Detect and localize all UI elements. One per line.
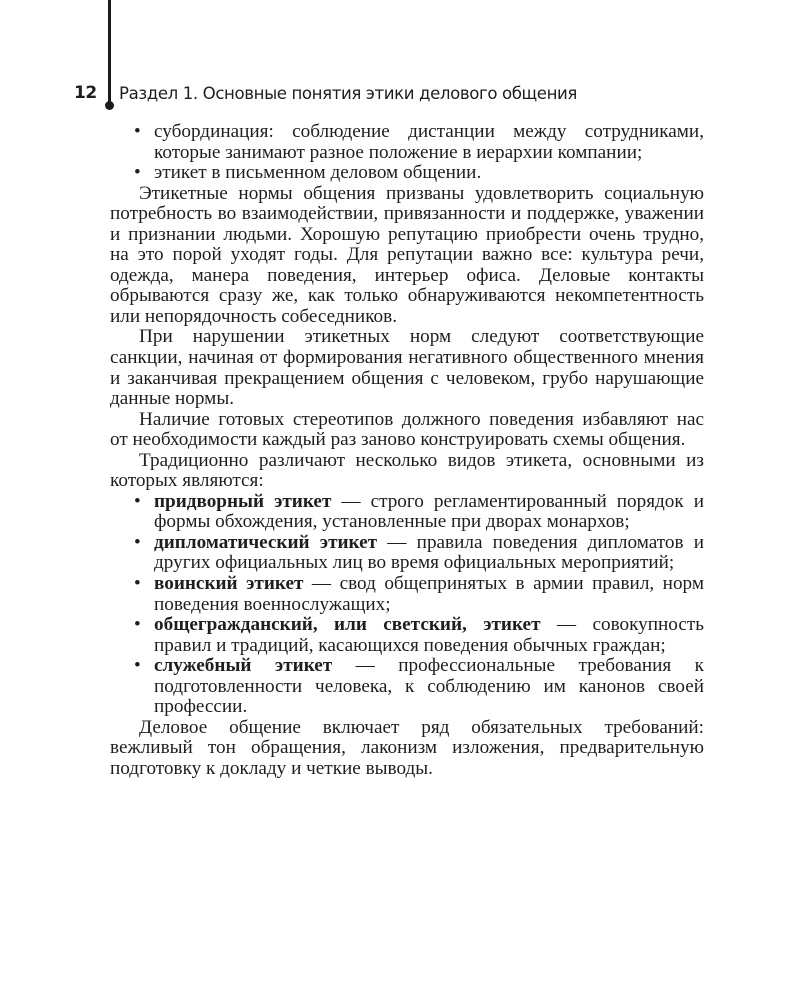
bullet-icon: • bbox=[134, 531, 141, 553]
term: служебный этикет bbox=[154, 655, 333, 677]
list-item bbox=[110, 492, 704, 533]
bullet-icon: • bbox=[134, 655, 141, 677]
list-item bbox=[110, 615, 704, 656]
definition: — профессиональные требования к подготовленности человека, к соблюдению им канонов своей профессии. bbox=[154, 655, 704, 718]
bullet-list-top bbox=[110, 122, 704, 184]
list-item bbox=[110, 533, 704, 574]
header-vertical-rule bbox=[108, 0, 111, 104]
paragraph: Деловое общение включает ряд обязательных требований: вежливый тон обращения, лаконизм изложения, предварительную подготовку к докладу и четкие выводы. bbox=[110, 716, 704, 779]
list-item bbox=[110, 574, 704, 615]
etiquette-types-list bbox=[110, 492, 704, 718]
term: придворный этикет bbox=[154, 490, 332, 512]
term: воинский этикет bbox=[154, 573, 304, 595]
list-item-text: этикет в письменном деловом общении. bbox=[154, 162, 482, 184]
list-item bbox=[110, 163, 704, 184]
bullet-icon: • bbox=[134, 162, 141, 184]
term: дипломатический этикет bbox=[154, 531, 378, 553]
paragraph: При нарушении этикетных норм следуют соответствующие санкции, начиная от формирования негативного общественного мнения и заканчивая прекращением общения с человеком, грубо нарушающие данные нормы. bbox=[110, 326, 704, 410]
definition: — свод общепринятых в армии правил, норм поведения военнослужащих; bbox=[154, 573, 704, 615]
bullet-icon: • bbox=[134, 573, 141, 595]
paragraph: Этикетные нормы общения призваны удовлетворить социальную потребность во взаимодействии, привязанности и поддержке, уважении и признании людьми. Хорошую репутацию приобрести очень трудно, на это порой уходят годы. Для репутации важно все: культура речи, одежда, манера поведения, интерьер офиса. Деловые контакты обрываются сразу же, как только обнаруживаются некомпетентность или непорядочность собеседников. bbox=[110, 182, 704, 327]
paragraph: Традиционно различают несколько видов этикета, основными из которых являются: bbox=[110, 449, 704, 492]
page-body bbox=[110, 122, 704, 780]
definition: — строго регламентированный порядок и формы обхождения, установленные при дворах монархов; bbox=[154, 490, 704, 533]
bullet-icon: • bbox=[134, 121, 141, 142]
definition: — совокупность правил и традиций, касающихся поведения обычных граждан; bbox=[154, 614, 704, 656]
list-item bbox=[110, 656, 704, 718]
bullet-icon: • bbox=[134, 614, 141, 636]
bullet-icon: • bbox=[134, 490, 141, 512]
header-dot bbox=[105, 101, 114, 110]
running-title: Раздел 1. Основные понятия этики делового общения bbox=[119, 84, 578, 103]
paragraph: Наличие готовых стереотипов должного поведения избавляют нас от необходимости каждый раз заново конструировать схемы общения. bbox=[110, 408, 704, 451]
list-item bbox=[110, 122, 704, 163]
term: общегражданский, или светский, этикет bbox=[154, 614, 541, 636]
page-number: 12 bbox=[74, 83, 97, 103]
list-item-text: субординация: соблюдение дистанции между сотрудниками, которые занимают разное положение в иерархии компании; bbox=[154, 121, 704, 163]
definition: — правила поведения дипломатов и других официальных лиц во время официальных мероприятий; bbox=[154, 531, 704, 574]
